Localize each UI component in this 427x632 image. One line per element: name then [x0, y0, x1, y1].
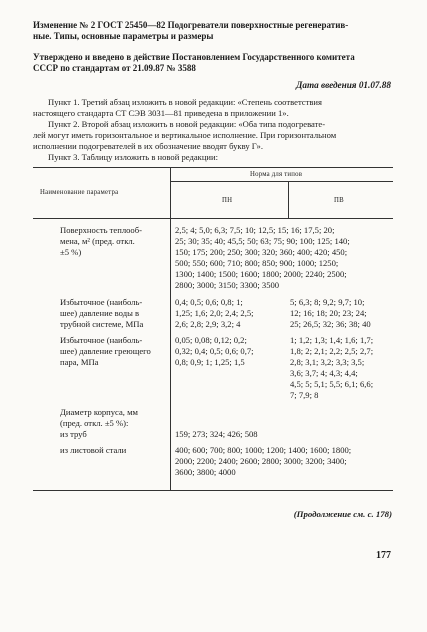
paragraph-3: Пункт 3. Таблицу изложить в новой редакции:	[48, 152, 219, 162]
row-surface-value-3: 150; 175; 200; 250; 300; 320; 360; 400; 420; 450;	[175, 247, 348, 257]
row-steam-pressure-label-2: шее) давление греющего	[60, 346, 151, 356]
row-diameter-sheet-value-2: 2000; 2200; 2400; 2600; 2800; 3000; 3200; 3400;	[175, 456, 347, 466]
row-steam-pressure-pv-2: 1,8; 2; 2,1; 2,2; 2,5; 2,7;	[290, 346, 374, 356]
row-water-pressure-pn-3: 2,6; 2,8; 2,9; 3,2; 4	[175, 319, 241, 329]
effective-date: Дата введения 01.07.88	[296, 80, 391, 90]
row-water-pressure-pv-3: 25; 26,5; 32; 36; 38; 40	[290, 319, 371, 329]
row-steam-pressure-label-1: Избыточное (наиболь-	[60, 335, 143, 345]
continuation-note: (Продолжение см. с. 178)	[293, 509, 392, 519]
row-diameter-pipes-label: из труб	[60, 429, 87, 439]
row-surface-label-2: мена, м² (пред. откл.	[60, 236, 135, 246]
row-steam-pressure-pn-3: 0,8; 0,9; 1; 1,25; 1,5	[175, 357, 245, 367]
table-norm-divider	[170, 181, 393, 182]
row-steam-pressure-pv-1: 1; 1,2; 1,3; 1,4; 1,6; 1,7;	[290, 335, 374, 345]
table-pn-pv-divider	[288, 181, 289, 218]
row-surface-value-6: 2800; 3000; 3150; 3300; 3500	[175, 280, 280, 290]
table-bottom-border	[33, 490, 393, 491]
row-water-pressure-pv-1: 5; 6,3; 8; 9,2; 9,7; 10;	[290, 297, 365, 307]
row-diameter-label-2: (пред. откл. ±5 %):	[60, 418, 129, 428]
paragraph-2-line-1: Пункт 2. Второй абзац изложить в новой редакции: «Оба типа подогревате-	[48, 119, 326, 129]
approval-line-1: Утверждено и введено в действие Постановлением Государственного комитета	[33, 52, 355, 62]
paragraph-1-line-2: настоящего стандарта СТ СЭВ 3031—81 приведена в приложении 1».	[33, 108, 289, 118]
row-steam-pressure-pv-5: 4,5; 5; 5,1; 5,5; 6,1; 6,6;	[290, 379, 374, 389]
row-surface-value-4: 500; 550; 600; 710; 800; 850; 900; 1000; 1250;	[175, 258, 339, 268]
row-surface-value-2: 25; 30; 35; 40; 45,5; 50; 63; 75; 90; 100; 125; 140;	[175, 236, 350, 246]
row-steam-pressure-pn-2: 0,32; 0,4; 0,5; 0,6; 0,7;	[175, 346, 254, 356]
column-header-pv: ПВ	[334, 197, 344, 204]
row-steam-pressure-pv-6: 7; 7,9; 8	[290, 390, 319, 400]
row-steam-pressure-pv-4: 3,6; 3,7; 4; 4,3; 4,4;	[290, 368, 358, 378]
row-water-pressure-pn-1: 0,4; 0,5; 0,6; 0,8; 1;	[175, 297, 243, 307]
table-column-divider	[170, 167, 171, 490]
table-top-border	[33, 167, 393, 168]
row-surface-label-3: ±5 %)	[60, 247, 82, 257]
row-water-pressure-pv-2: 12; 16; 18; 20; 23; 24;	[290, 308, 367, 318]
row-diameter-sheet-value-3: 3600; 3800; 4000	[175, 467, 236, 477]
amendment-title-line-1: Изменение № 2 ГОСТ 25450—82 Подогреватели поверхностные регенератив-	[33, 20, 349, 30]
paragraph-2-line-2: лей могут иметь горизонтальное и вертикальное исполнение. При горизонтальном	[33, 130, 337, 140]
row-diameter-sheet-value-1: 400; 600; 700; 800; 1000; 1200; 1400; 1600; 1800;	[175, 445, 352, 455]
table-header-bottom-border	[33, 218, 393, 219]
row-steam-pressure-label-3: пара, МПа	[60, 357, 99, 367]
row-steam-pressure-pn-1: 0,05; 0,08; 0,12; 0,2;	[175, 335, 247, 345]
row-diameter-sheet-label: из листовой стали	[60, 445, 127, 455]
row-surface-label-1: Поверхность теплооб-	[60, 225, 142, 235]
row-water-pressure-label-3: трубной системе, МПа	[60, 319, 144, 329]
amendment-title-line-2: ные. Типы, основные параметры и размеры	[33, 31, 214, 41]
paragraph-1-line-1: Пункт 1. Третий абзац изложить в новой редакции: «Степень соответствия	[48, 97, 322, 107]
approval-line-2: СССР по стандартам от 21.09.87 № 3588	[33, 63, 196, 73]
row-water-pressure-label-1: Избыточное (наиболь-	[60, 297, 143, 307]
column-header-parameter: Наименование параметра	[40, 189, 119, 196]
row-surface-value-1: 2,5; 4; 5,0; 6,3; 7,5; 10; 12,5; 15; 16; 17,5; 20;	[175, 225, 335, 235]
row-diameter-label-1: Диаметр корпуса, мм	[60, 407, 138, 417]
row-surface-value-5: 1300; 1400; 1500; 1600; 1800; 2000; 2240; 2500;	[175, 269, 347, 279]
paragraph-2-line-3: исполнении подогревателей в их обозначение вводят букву Г».	[33, 141, 263, 151]
row-water-pressure-label-2: шее) давление воды в	[60, 308, 140, 318]
column-header-pn: ПН	[222, 197, 233, 204]
row-steam-pressure-pv-3: 2,8; 3,1; 3,2; 3,3; 3,5;	[290, 357, 365, 367]
page-number: 177	[376, 550, 391, 561]
row-diameter-pipes-values: 159; 273; 324; 426; 508	[175, 429, 258, 439]
column-header-norm: Норма для типов	[250, 171, 303, 178]
row-water-pressure-pn-2: 1,25; 1,6; 2,0; 2,4; 2,5;	[175, 308, 254, 318]
